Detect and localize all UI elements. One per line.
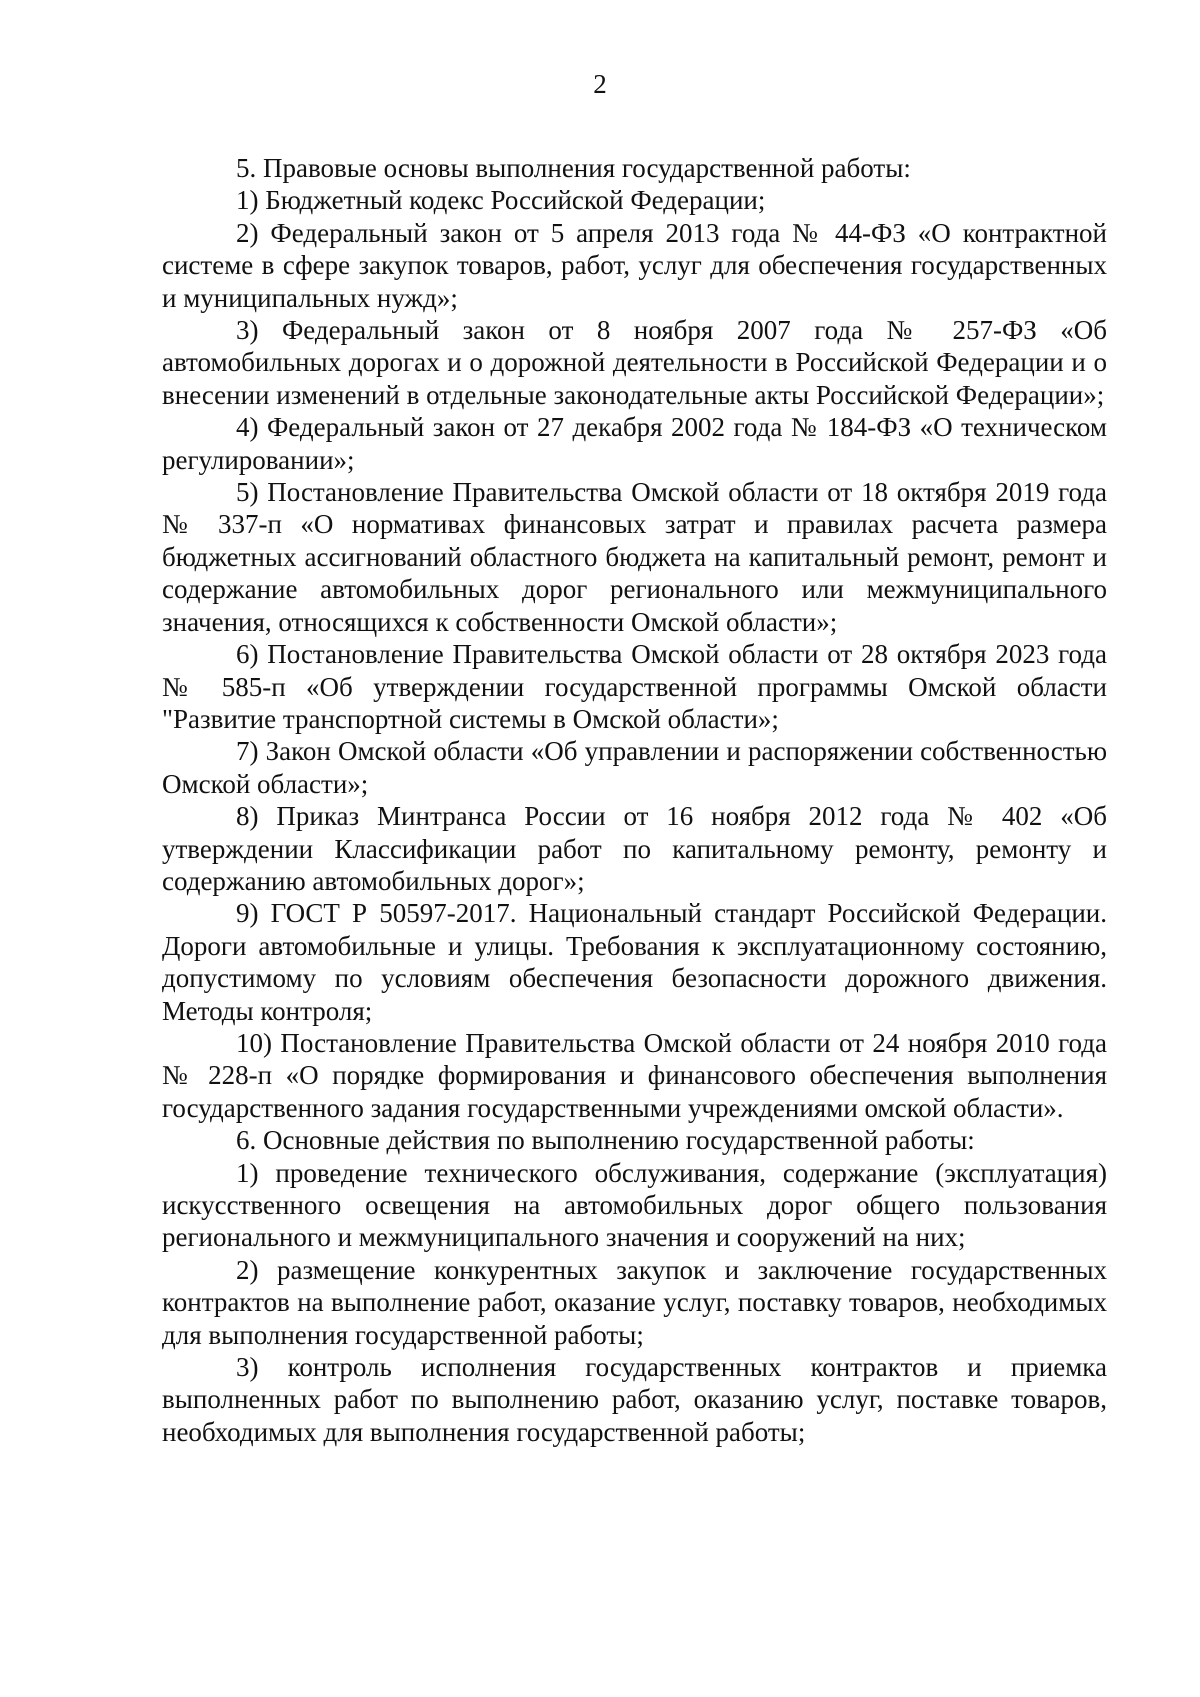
list-item-resolution-337: 5) Постановление Правительства Омской области от 18 октября 2019 года № 337-п «О нормативах финансовых затрат и правилах расчета размера бюджетных ассигнований областного бюджета на капитальный ремонт, ремонт и содержание автомобильных дорог регионального или межмуниципального значения, относящихся к собственности Омской области»;	[162, 477, 1107, 637]
list-item-gost: 9) ГОСТ Р 50597-2017. Национальный стандарт Российской Федерации. Дороги автомобильные и улицы. Требования к эксплуатационному состоянию, допустимому по условиям обеспечения безопасности дорожного движения. Методы контроля;	[162, 898, 1107, 1026]
section-5-heading: 5. Правовые основы выполнения государственной работы:	[236, 153, 911, 183]
action-item-maintenance: 1) проведение технического обслуживания, содержание (эксплуатация) искусственного освещения на автомобильных дорог общего пользования регионального и межмуниципального значения и сооружений на них;	[162, 1157, 1107, 1253]
list-item-federal-law-184: 4) Федеральный закон от 27 декабря 2002 года № 184-ФЗ «О техническом регулировании»;	[162, 412, 1107, 475]
document-body	[162, 152, 1107, 1448]
action-item-procurement: 2) размещение конкурентных закупок и заключение государственных контрактов на выполнение работ, оказание услуг, поставку товаров, необходимых для выполнения государственной работы;	[162, 1254, 1107, 1350]
list-item-budget-code: 1) Бюджетный кодекс Российской Федерации;	[236, 185, 766, 216]
list-item-federal-law-257: 3) Федеральный закон от 8 ноября 2007 года № 257-ФЗ «Об автомобильных дорогах и о дорожной деятельности в Российской Федерации и о внесении изменений в отдельные законодательные акты Российской Федерации»;	[162, 315, 1107, 410]
action-item-control: 3) контроль исполнения государственных контрактов и приемка выполненных работ по выполнению работ, оказанию услуг, поставке товаров, необходимых для выполнения государственной работы;	[162, 1352, 1107, 1447]
list-item-resolution-585: 6) Постановление Правительства Омской области от 28 октября 2023 года № 585-п «Об утверждении государственной программы Омской области "Развитие транспортной системы в Омской области»;	[162, 639, 1107, 734]
list-item-omsk-law: 7) Закон Омской области «Об управлении и распоряжении собственностью Омской области»;	[162, 736, 1107, 799]
list-item-order-402: 8) Приказ Минтранса России от 16 ноября 2012 года № 402 «Об утверждении Классификации работ по капитальному ремонту, ремонту и содержанию автомобильных дорог»;	[162, 801, 1107, 896]
section-6-heading: 6. Основные действия по выполнению государственной работы:	[236, 1125, 975, 1156]
page-number: 2	[593, 69, 607, 99]
list-item-resolution-228: 10) Постановление Правительства Омской области от 24 ноября 2010 года № 228-п «О порядке формирования и финансового обеспечения выполнения государственного задания государственными учреждениями омской области».	[162, 1027, 1107, 1123]
list-item-federal-law-44: 2) Федеральный закон от 5 апреля 2013 года № 44-ФЗ «О контрактной системе в сфере закупок товаров, работ, услуг для обеспечения государственных и муниципальных нужд»;	[162, 217, 1107, 313]
